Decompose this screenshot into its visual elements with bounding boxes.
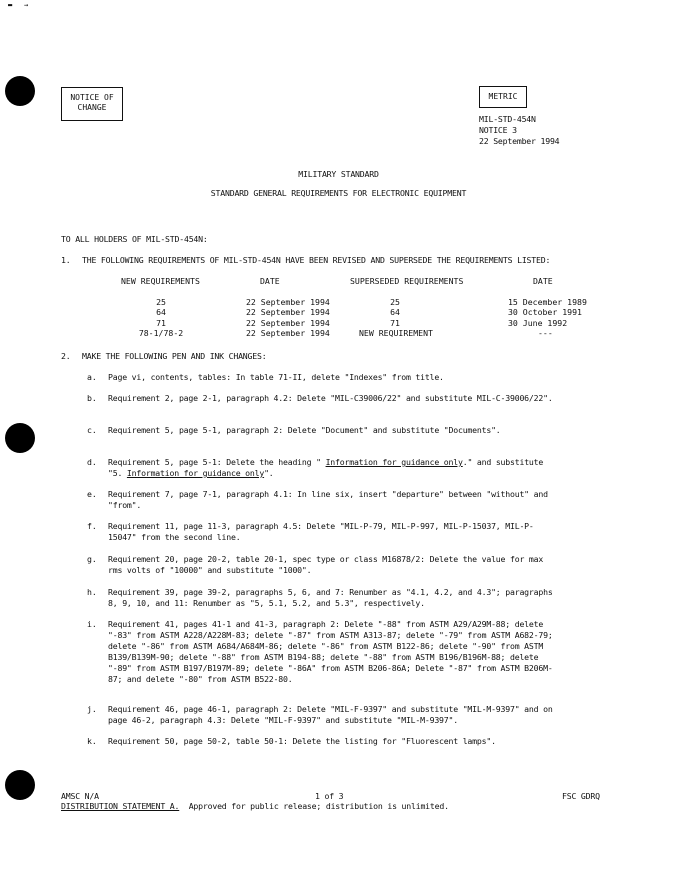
item-letter: a. <box>87 372 97 382</box>
footer-amsc: AMSC N/A <box>61 791 99 801</box>
footer-page-number: 1 of 3 <box>315 791 344 801</box>
punch-hole-middle <box>5 423 35 453</box>
table-header-date2: DATE <box>533 276 553 286</box>
item-text-part: ". <box>264 468 274 478</box>
item-letter: h. <box>87 587 97 597</box>
item-text <box>108 457 558 479</box>
table-cell: --- <box>538 328 553 338</box>
item-text: Requirement 11, page 11-3, paragraph 4.5: Delete "MIL-P-79, MIL-P-997, MIL-P-15037, MIL-P-15047" from the second line. <box>108 521 534 542</box>
item-text: Requirement 2, page 2-1, paragraph 4.2: Delete "MIL-C39006/22" and substitute MIL-C-39006/22". <box>108 393 553 403</box>
para1-number: 1. <box>61 255 71 265</box>
item-text-part: ." and substitute "5. <box>108 457 544 478</box>
table-cell: 64 <box>156 307 166 317</box>
item-letter: f. <box>87 521 97 531</box>
table-cell: 30 October 1991 <box>508 307 582 317</box>
table-cell: 22 September 1994 <box>246 297 330 307</box>
table-cell: 25 <box>156 297 166 307</box>
table-cell: 25 <box>390 297 400 307</box>
para2-number: 2. <box>61 351 71 361</box>
addressee: TO ALL HOLDERS OF MIL-STD-454N: <box>61 234 208 244</box>
table-cell: NEW REQUIREMENT <box>359 328 433 338</box>
table-header-new: NEW REQUIREMENTS <box>121 276 200 286</box>
item-text: Requirement 50, page 50-2, table 50-1: Delete the listing for "Fluorescent lamps". <box>108 736 496 746</box>
underlined-heading: Information for guidance only <box>126 468 265 478</box>
distribution-statement <box>61 801 449 811</box>
table-cell: 64 <box>390 307 400 317</box>
table-cell: 78-1/78-2 <box>138 328 184 338</box>
item-text: Requirement 20, page 20-2, table 20-1, spec type or class M16878/2: Delete the value for max rms volts of "10000" and substitute "1000". <box>108 554 544 575</box>
notice-of-change-box <box>61 87 123 121</box>
para2-text: MAKE THE FOLLOWING PEN AND INK CHANGES: <box>82 351 267 361</box>
distribution-label: DISTRIBUTION STATEMENT A. <box>61 801 180 811</box>
punch-hole-bottom <box>5 770 35 800</box>
item-letter: e. <box>87 489 97 499</box>
table-header-date1: DATE <box>260 276 280 286</box>
item-letter: g. <box>87 554 97 564</box>
table-cell: 71 <box>156 318 166 328</box>
distribution-text: Approved for public release; distribution is unlimited. <box>188 801 449 811</box>
item-text: Requirement 7, page 7-1, paragraph 4.1: In line six, insert "departure" between "without" and "from". <box>108 489 548 510</box>
notice-date: 22 September 1994 <box>479 136 560 146</box>
item-letter: k. <box>87 736 97 746</box>
table-cell: 15 December 1989 <box>508 297 587 307</box>
table-cell: 22 September 1994 <box>246 318 330 328</box>
item-text-part: Requirement 5, page 5-1: Delete the heading " <box>108 457 326 467</box>
notice-box-line1: NOTICE OF <box>70 93 114 102</box>
item-letter: j. <box>87 704 97 714</box>
footer-fsc: FSC GDRQ <box>562 791 600 801</box>
table-header-superseded: SUPERSEDED REQUIREMENTS <box>350 276 464 286</box>
table-cell: 22 September 1994 <box>246 328 330 338</box>
notice-number: NOTICE 3 <box>479 125 517 135</box>
metric-box: METRIC <box>479 86 527 108</box>
table-cell: 71 <box>390 318 400 328</box>
doc-number: MIL-STD-454N <box>479 114 536 124</box>
notice-box-line2: CHANGE <box>77 103 107 112</box>
document-subtitle: STANDARD GENERAL REQUIREMENTS FOR ELECTRONIC EQUIPMENT <box>210 188 467 198</box>
underlined-heading: Information for guidance only <box>325 457 463 467</box>
item-text: Requirement 5, page 5-1, paragraph 2: Delete "Document" and substitute "Documents". <box>108 425 501 435</box>
document-title: MILITARY STANDARD <box>298 169 379 179</box>
item-letter: c. <box>87 425 97 435</box>
item-text: Requirement 41, pages 41-1 and 41-3, paragraph 2: Delete "-88" from ASTM A29/A29M-88; delete "-83" from ASTM A228/A228M-83; delete "-87" from ASTM A313-87; delete "-79" from ASTM A682-79; delete "-86" from ASTM A684/A684M-86; delete "-86" from ASTM B122-86; delete "-90" from ASTM B139/B139M-90; delete "-88" from ASTM B194-88; delete "-88" from ASTM B196/B196M-88; delete "-89" from ASTM B197/B197M-89; delete "-86A" from ASTM B206-86A; Delete "-87" from ASTM B206M-87; and delete "-80" from ASTM B522-80. <box>108 619 553 684</box>
item-text: Page vi, contents, tables: In table 71-II, delete "Indexes" from title. <box>108 372 444 382</box>
table-cell: 30 June 1992 <box>508 318 568 328</box>
item-text: Requirement 39, page 39-2, paragraphs 5, 6, and 7: Renumber as "4.1, 4.2, and 4.3"; paragraphs 8, 9, 10, and 11: Renumber as "5, 5.1, 5.2, and 5.3", respectively. <box>108 587 553 608</box>
item-letter: d. <box>87 457 97 467</box>
item-letter: b. <box>87 393 97 403</box>
punch-hole-top <box>5 76 35 106</box>
item-letter: i. <box>87 619 97 629</box>
table-cell: 22 September 1994 <box>246 307 330 317</box>
item-text: Requirement 46, page 46-1, paragraph 2: Delete "MIL-F-9397" and substitute "MIL-M-9397" and on page 46-2, paragraph 4.3: Delete "MIL-F-9397" and substitute "MIL-M-9397". <box>108 704 553 725</box>
para1-text: THE FOLLOWING REQUIREMENTS OF MIL-STD-454N HAVE BEEN REVISED AND SUPERSEDE THE REQUIREMENTS LISTED: <box>82 255 551 265</box>
corner-marks: ▬ → <box>8 1 29 9</box>
